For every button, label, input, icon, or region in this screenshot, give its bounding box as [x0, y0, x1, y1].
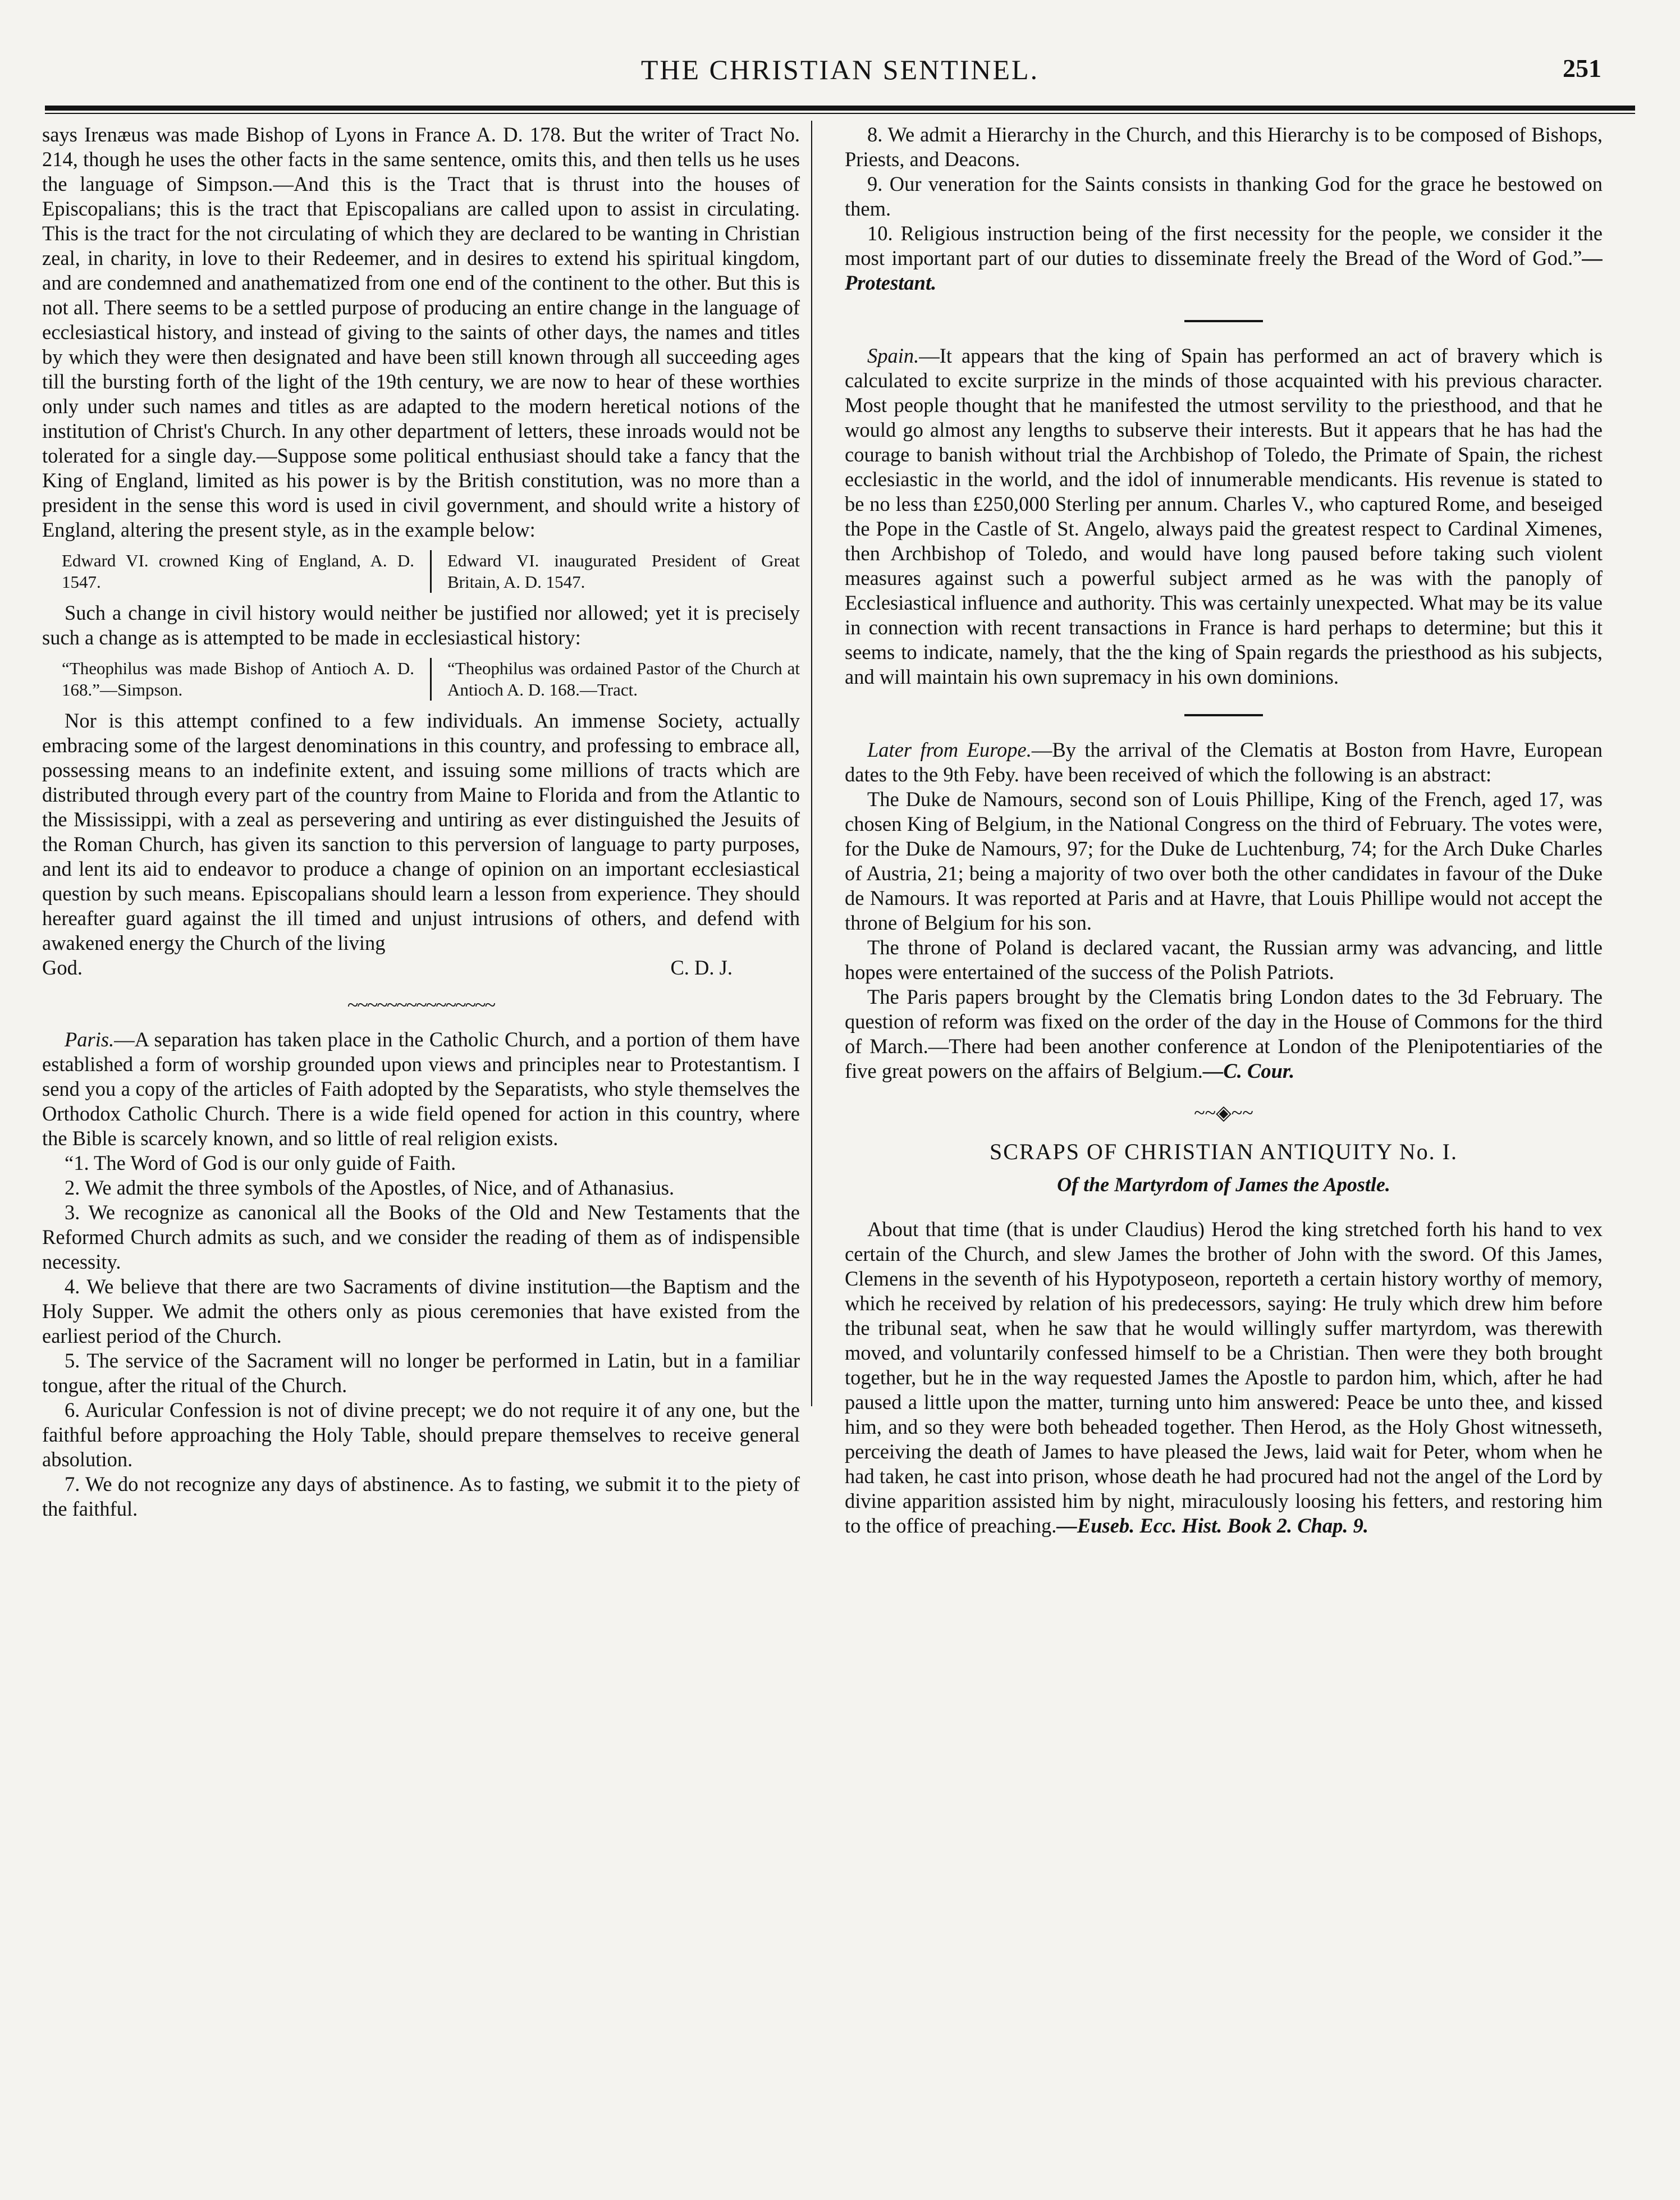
- paris-lead: Paris.: [65, 1028, 115, 1051]
- europe-text: —By the arrival of the Clematis at Boston from Havre, European dates to the 9th Feby. have been received of which the following is an abstract:: [845, 738, 1603, 786]
- example-simpson-quote: “Theophilus was made Bishop of Antioch A. D. 168.”—Simpson.: [62, 658, 414, 699]
- example-divider: [430, 658, 432, 701]
- scraps-heading: SCRAPS OF CHRISTIAN ANTIQUITY No. I.: [990, 1139, 1458, 1164]
- right-column: [845, 122, 1603, 1538]
- running-head: [45, 53, 1635, 104]
- reform-paragraph: [845, 985, 1603, 1083]
- short-rule: [1184, 714, 1263, 716]
- society-paragraph: Nor is this attempt confined to a few individuals. An immense Society, actually embracing some of the largest denominations in this country, and professing to embrace all, possessing means to an indefinite extent, and issuing some millions of tracts which are distributed through every part of the country from Maine to Florida and from the Atlantic to the Mississippi, with a zeal as persevering and untiring as ever distinguished the Jesuits of the Roman Church, has given its sanction to this perversion of language to party purposes, and lent its aid to endeavor to produce a change of opinion on an important ecclesiastical question by such means. Episcopalians should learn a lesson from experience. They should hereafter guard against the ill timed and unjust intrusions of others, and defend with awakened energy the Church of the living: [42, 709, 800, 954]
- martyrdom-paragraph: [845, 1217, 1603, 1538]
- signature: C. D. J.: [670, 956, 733, 979]
- tract-critique-paragraph: says Irenæus was made Bishop of Lyons in France A. D. 178. But the writer of Tract No. 214, though he uses the other facts in the same sentence, omits this, and then tells us he uses the language of Simpson.—And this is the Tract that is thrust into the houses of Episcopalians; this is the tract that Episcopalians are called upon to assist in circulating. This is the tract for the not circulating of which they are declared to be wanting in Christian zeal, in charity, in love to their Redeemer, and in desires to extend his spiritual kingdom, and are condemned and anathematized from one end of the continent to the other. But this is not all. There seems to be a settled purpose of producing an entire change in the language of ecclesiastical history, and instead of giving to the saints of other days, the names and titles by which they were then designated and have been still known through all succeeding ages till the bursting forth of the light of the 19th century, we are now to hear of these worthies only under such names and titles as are adapted to the modern heretical notions of the institution of Christ's Church. In any other department of letters, these inroads would not be tolerated for a single day.—Suppose some political enthusiast should take a fancy that the King of England, limited as his power is by the British constitution, was no more than a president in the sense this word is used in civil government, and should write a history of England, altering the present style, as in the example below:: [42, 123, 800, 541]
- article-item: 2. We admit the three symbols of the Apostles, of Nice, and of Athanasius.: [65, 1176, 675, 1199]
- article-item: 5. The service of the Sacrament will no longer be performed in Latin, but in a familiar tongue, after the ritual of the Church.: [42, 1349, 800, 1397]
- europe-citation: —C. Cour.: [1202, 1059, 1295, 1082]
- example-comparison-1: [42, 550, 800, 593]
- reform-text: The Paris papers brought by the Clematis bring London dates to the 3d February. The question of reform was fixed on the order of the day in the House of Commons for the third of March.—There had been another conference at London of the Plenipotentiaries of the five great powers on the affairs of Belgium.: [845, 985, 1603, 1082]
- articles-citation: —Protestant.: [845, 246, 1603, 294]
- article-item: 7. We do not recognize any days of abstinence. As to fasting, we submit it to the piety of the faithful.: [42, 1472, 800, 1520]
- journal-title: THE CHRISTIAN SENTINEL.: [640, 54, 1040, 85]
- spain-text: —It appears that the king of Spain has performed an act of bravery which is calculated to excite surprize in the minds of those acquainted with his previous character. Most people thought that he manifested the utmost servility to the priesthood, and that he would go almost any lengths to subserve their interests. But it appears that he has had the courage to banish without trial the Archbishop of Toledo, the Primate of Spain, the richest ecclesiastic in the world, and the idol of innumerable mendicants. His revenue is stated to be no less than £250,000 Sterling per annum. Charles V., who captured Rome, and beseiged the Pope in the Castle of St. Angelo, always paid the greatest respect to Cardinal Ximenes, then Archbishop of Toledo, and would have long paused before taking such violent measures against such a powerful subject armed as he was with the panoply of Ecclesiastical influence and authority. This was certainly unexpected. What may be its value in connection with recent transactions in France is hard perhaps to determine; but this it seems to indicate, namely, that the the king of Spain regards the priesthood as his subjects, and will maintain his own supremacy in his own dominions.: [845, 344, 1603, 688]
- poland-paragraph: The throne of Poland is declared vacant, the Russian army was advancing, and little hopes were entertained of the success of the Polish Patriots.: [845, 936, 1603, 984]
- martyrdom-text: About that time (that is under Claudius) Herod the king stretched forth his hand to vex certain of the Church, and slew James the brother of John with the sword. Of this James, Clemens in the seventh of his Hypotyposeon, reporteth a certain history worthy of memory, which he received by relation of his predecessors, saying: He truly which drew him before the tribunal seat, when he saw that he would willingly suffer martyrdom, was therewith moved, and voluntarily confessed himself to be a Christian. Then were they both brought together, but he in the way requested James the Apostle to pardon him, which, after he had paused a little upon the matter, turning unto him answered: Peace be unto thee, and kissed him, and so they were both beheaded together. Then Herod, as the Holy Ghost witnesseth, perceiving the death of James to have pleased the Jews, laid wait for Peter, whom when he had taken, he cast into prison, whose death he had procured had not the angel of the Lord by divine apparition assisted him by night, miraculously loosing his fetters, and restoring him to the office of preaching.: [845, 1218, 1603, 1537]
- example-comparison-2: [42, 658, 800, 701]
- paris-paragraph: [42, 1027, 800, 1151]
- article-item: 8. We admit a Hierarchy in the Church, and this Hierarchy is to be composed of Bishops, Priests, and Deacons.: [845, 123, 1603, 171]
- page-number: 251: [1563, 54, 1601, 83]
- left-column: [42, 122, 800, 1521]
- header-rule: [45, 106, 1635, 114]
- short-rule: [1184, 320, 1263, 322]
- example-tract-quote: “Theophilus was ordained Pastor of the Church at Antioch A. D. 168.—Tract.: [447, 658, 800, 699]
- europe-lead: Later from Europe.: [867, 738, 1032, 761]
- article-item: 6. Auricular Confession is not of divine precept; we do not require it of any one, but the faithful before approaching the Holy Table, should prepare themselves to receive general absolution.: [42, 1398, 800, 1471]
- paris-text: —A separation has taken place in the Catholic Church, and a portion of them have established a form of worship grounded upon views and principles near to Protestantism. I send you a copy of the articles of Faith adopted by the Separatists, who style themselves the Orthodox Catholic Church. There is a wide field opened for action in this country, where the Bible is scarcely known, and so little of real religion exists.: [42, 1028, 800, 1150]
- scraps-subheading: Of the Martyrdom of James the Apostle.: [1057, 1173, 1390, 1196]
- article-text: 10. Religious instruction being of the first necessity for the people, we consider it the most important part of our duties to disseminate freely the Bread of the Word of God.”: [845, 222, 1603, 269]
- article-item: 3. We recognize as canonical all the Books of the Old and New Testaments that the Reformed Church admits as such, and we consider the reading of them as of indispensible necessity.: [42, 1201, 800, 1273]
- closing-word: God.: [42, 956, 83, 979]
- civil-history-paragraph: Such a change in civil history would neither be justified nor allowed; yet it is precisely such a change as is attempted to be made in ecclesiastical history:: [42, 601, 800, 649]
- ornament-divider: ~~◈~~: [1194, 1101, 1253, 1124]
- example-divider: [430, 550, 432, 593]
- wavy-divider: ~~~~~~~~~~~~~~~: [347, 994, 495, 1016]
- article-item: 9. Our veneration for the Saints consists in thanking God for the grace he bestowed on them.: [845, 172, 1603, 220]
- article-item-last: [845, 221, 1603, 295]
- spain-lead: Spain.: [867, 344, 919, 367]
- europe-paragraph: [845, 738, 1603, 787]
- article-item: 4. We believe that there are two Sacraments of divine institution—the Baptism and the Holy Supper. We admit the others only as pious ceremonies that have existed from the earliest period of the Church.: [42, 1275, 800, 1347]
- column-divider: [811, 121, 812, 1406]
- article-item: “1. The Word of God is our only guide of Faith.: [65, 1151, 456, 1174]
- spain-paragraph: [845, 344, 1603, 689]
- example-civil-original: Edward VI. crowned King of England, A. D. 1547.: [62, 551, 414, 592]
- belgium-paragraph: The Duke de Namours, second son of Louis Phillipe, King of the French, aged 17, was chosen King of Belgium, in the National Congress on the third of February. The votes were, for the Duke de Namours, 97; for the Duke de Luchtenburg, 74; for the Arch Duke Charles of Austria, 21; being a majority of two over both the other candidates in favour of the Duke de Namours. It was reported at Paris and at Havre, that Louis Phillipe would not accept the throne of Belgium for his son.: [845, 788, 1603, 934]
- example-civil-altered: Edward VI. inaugurated President of Great Britain, A. D. 1547.: [447, 551, 800, 592]
- eusebius-citation: —Euseb. Ecc. Hist. Book 2. Chap. 9.: [1056, 1514, 1369, 1537]
- signature-line: [42, 955, 800, 980]
